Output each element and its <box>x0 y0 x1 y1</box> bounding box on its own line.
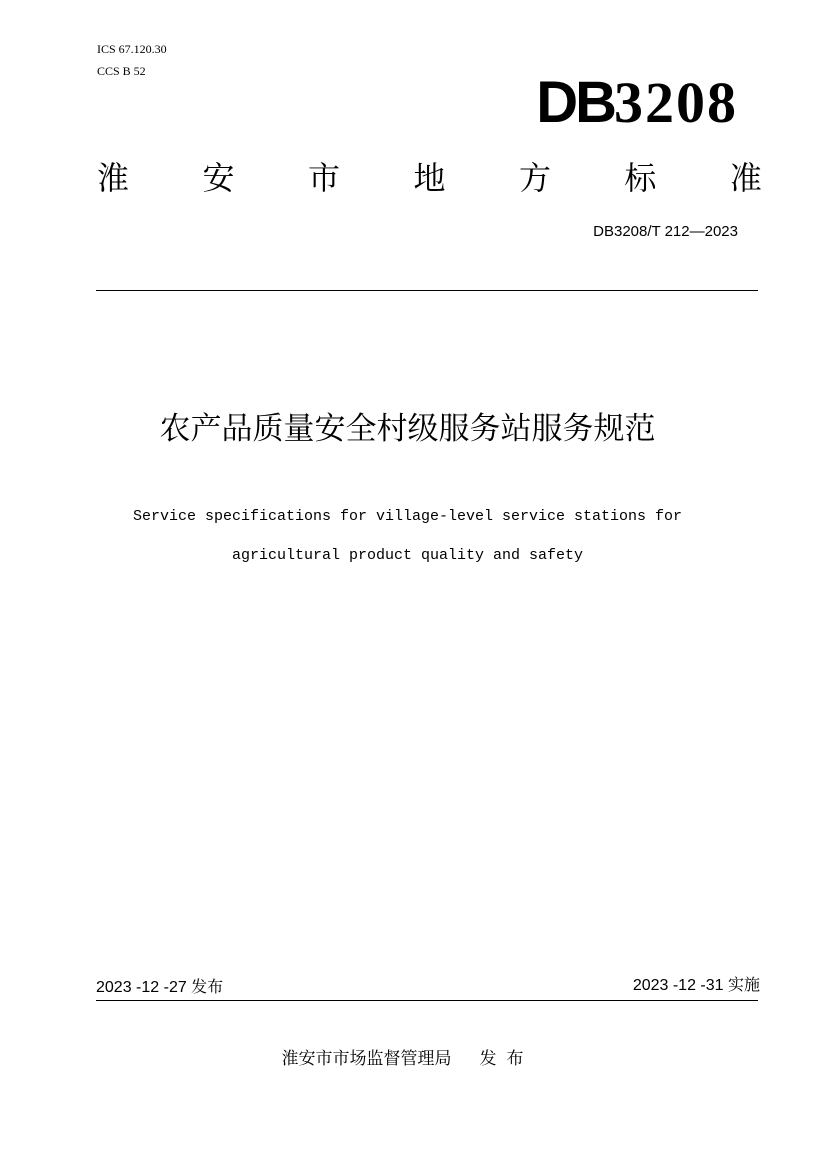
bottom-divider <box>96 1000 758 1001</box>
standard-code-logo <box>470 70 738 136</box>
issuer-name: 淮安市市场监督管理局 <box>281 1049 452 1069</box>
document-title-en-line1: Service specifications for village-level service stations for <box>132 508 683 525</box>
standard-type-char: 标 <box>624 159 657 197</box>
issuer-verb: 发布 <box>479 1049 534 1069</box>
standard-type-char: 市 <box>307 159 340 197</box>
document-title-zh: 农产品质量安全村级服务站服务规范 <box>159 411 656 447</box>
publish-date: 2023 -12 -27 发布 <box>96 979 224 996</box>
standard-type-char: 淮 <box>97 159 130 197</box>
standard-type-heading <box>97 156 762 200</box>
implementation-date: 2023 -12 -31 实施 <box>632 977 760 994</box>
ics-code: ICS 67.120.30 <box>97 42 167 56</box>
standard-type-char: 安 <box>202 159 235 197</box>
standard-type-char: 准 <box>729 159 762 197</box>
ccs-code: CCS B 52 <box>97 64 146 78</box>
standard-type-char: 地 <box>413 159 446 197</box>
standard-code-prefix: DB <box>536 70 614 135</box>
standard-number: DB3208/T 212—2023 <box>593 223 738 240</box>
issuing-authority <box>0 1047 815 1071</box>
document-title-en-line2: agricultural product quality and safety <box>231 547 584 564</box>
top-divider <box>96 290 758 291</box>
standard-type-char: 方 <box>518 159 551 197</box>
standard-code-number: 3208 <box>614 70 738 135</box>
